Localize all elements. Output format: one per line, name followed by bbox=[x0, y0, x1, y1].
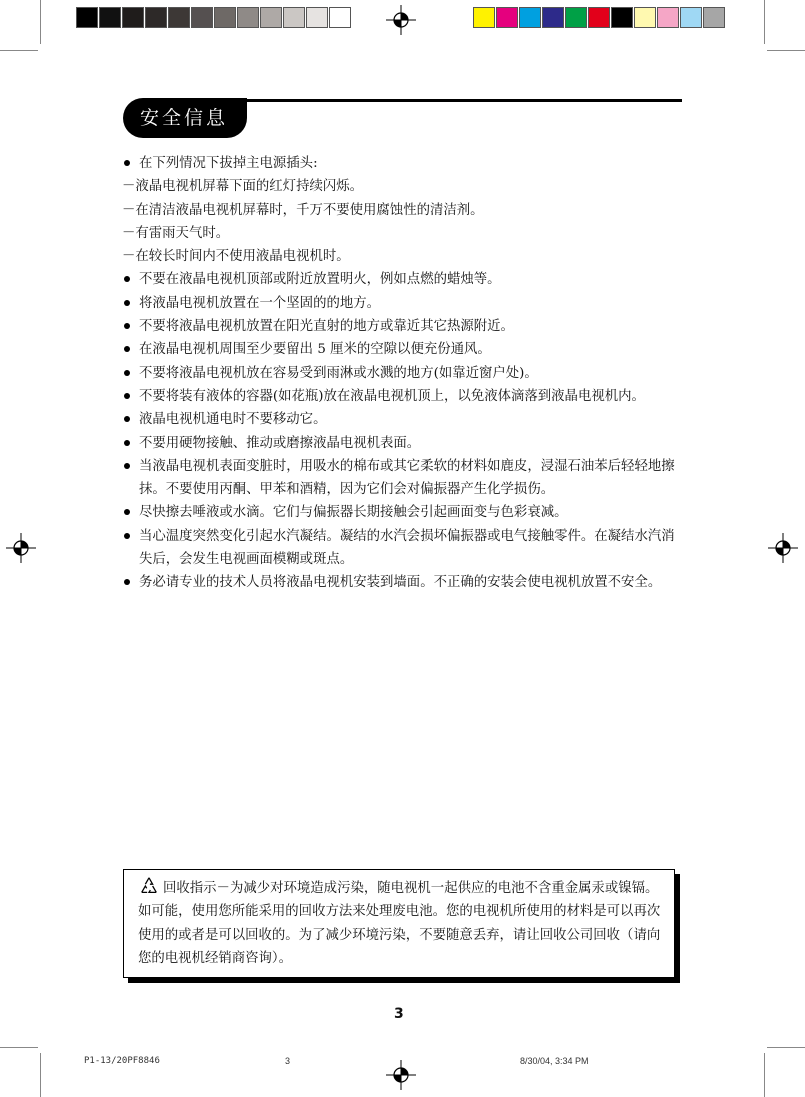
color-swatch bbox=[519, 7, 541, 28]
safety-list bbox=[122, 152, 684, 595]
footer-filename: P1-13/20PF8846 bbox=[84, 1056, 160, 1066]
color-swatch bbox=[657, 7, 679, 28]
safety-item: －在清洁液晶电视机屏幕时，千万不要使用腐蚀性的清洁剂。 bbox=[122, 202, 484, 218]
crop-mark bbox=[40, 0, 41, 44]
safety-item: －有雷雨天气时。 bbox=[122, 225, 230, 241]
color-swatch bbox=[99, 7, 121, 28]
safety-item: 液晶电视机通电时不要移动它。 bbox=[122, 408, 684, 431]
registration-mark-icon bbox=[386, 5, 416, 35]
safety-item: －在较长时间内不使用液晶电视机时。 bbox=[122, 249, 350, 265]
color-swatch bbox=[565, 7, 587, 28]
color-swatch bbox=[122, 7, 144, 28]
registration-mark-icon bbox=[768, 533, 798, 563]
color-swatch bbox=[145, 7, 167, 28]
safety-item: 务必请专业的技术人员将液晶电视机安装到墙面。不正确的安装会使电视机放置不安全。 bbox=[122, 571, 684, 594]
registration-mark-icon bbox=[6, 533, 36, 563]
safety-item: 不要将液晶电视机放在容易受到雨淋或水溅的地方(如靠近窗户处)。 bbox=[122, 362, 684, 385]
safety-item: 在液晶电视机周围至少要留出 5 厘米的空隙以便充份通风。 bbox=[122, 338, 684, 361]
footer-page: 3 bbox=[285, 1056, 291, 1066]
color-swatch bbox=[214, 7, 236, 28]
crop-mark bbox=[40, 1053, 41, 1097]
recycle-icon bbox=[138, 876, 160, 896]
recycling-notice-text: 回收指示－为减少对环境造成污染，随电视机一起供应的电池不含重金属汞或镍镉。如可能，使用您所能采用的回收方法来处理废电池。您的电视机所使用的材料是可以再次使用的或者是可以回收的。为了减少环境污染，不要随意丢弃，请让回收公司回收（请向您的电视机经销商咨询）。 bbox=[138, 881, 661, 966]
section-title: 安全信息 bbox=[123, 98, 247, 138]
color-swatch bbox=[306, 7, 328, 28]
crop-mark bbox=[764, 1053, 765, 1097]
color-swatch bbox=[611, 7, 633, 28]
color-swatch bbox=[260, 7, 282, 28]
page-number: 3 bbox=[394, 1006, 404, 1022]
color-swatch bbox=[237, 7, 259, 28]
color-swatch bbox=[703, 7, 725, 28]
safety-item: 不要在液晶电视机顶部或附近放置明火，例如点燃的蜡烛等。 bbox=[122, 268, 684, 291]
color-swatch bbox=[588, 7, 610, 28]
registration-mark-icon bbox=[386, 1060, 416, 1090]
color-swatch bbox=[76, 7, 98, 28]
crop-mark bbox=[764, 0, 765, 44]
color-swatch bbox=[191, 7, 213, 28]
safety-item: 将液晶电视机放置在一个坚固的的地方。 bbox=[122, 292, 684, 315]
color-swatch bbox=[283, 7, 305, 28]
color-swatch bbox=[473, 7, 495, 28]
crop-mark bbox=[767, 50, 805, 51]
color-swatch bbox=[329, 7, 351, 28]
color-swatch bbox=[542, 7, 564, 28]
safety-item: 不要将液晶电视机放置在阳光直射的地方或靠近其它热源附近。 bbox=[122, 315, 684, 338]
crop-mark bbox=[0, 1047, 38, 1048]
crop-mark bbox=[0, 50, 38, 51]
color-swatch bbox=[496, 7, 518, 28]
safety-item: 不要将装有液体的容器(如花瓶)放在液晶电视机顶上，以免液体滴落到液晶电视机内。 bbox=[122, 385, 684, 408]
safety-item: 在下列情况下拔掉主电源插头: bbox=[122, 152, 684, 175]
safety-item: 不要用硬物接触、推动或磨擦液晶电视机表面。 bbox=[122, 432, 684, 455]
recycling-notice bbox=[123, 869, 675, 978]
header-rule bbox=[244, 99, 682, 102]
safety-item: －液晶电视机屏幕下面的红灯持续闪烁。 bbox=[122, 179, 364, 195]
color-swatch bbox=[168, 7, 190, 28]
color-swatch bbox=[680, 7, 702, 28]
crop-mark bbox=[767, 1047, 805, 1048]
safety-item: 当心温度突然变化引起水汽凝结。凝结的水汽会损坏偏振器或电气接触零件。在凝结水汽消失后，会发生电视画面模糊或斑点。 bbox=[122, 525, 684, 572]
color-swatch bbox=[634, 7, 656, 28]
footer-timestamp: 8/30/04, 3:34 PM bbox=[520, 1056, 589, 1066]
safety-item: 尽快擦去唾液或水滴。它们与偏振器长期接触会引起画面变与色彩衰减。 bbox=[122, 501, 684, 524]
safety-item: 当液晶电视机表面变脏时，用吸水的棉布或其它柔软的材料如鹿皮，浸湿石油苯后轻轻地擦抹。不要使用丙酮、甲苯和酒精，因为它们会对偏振器产生化学损伤。 bbox=[122, 455, 684, 502]
